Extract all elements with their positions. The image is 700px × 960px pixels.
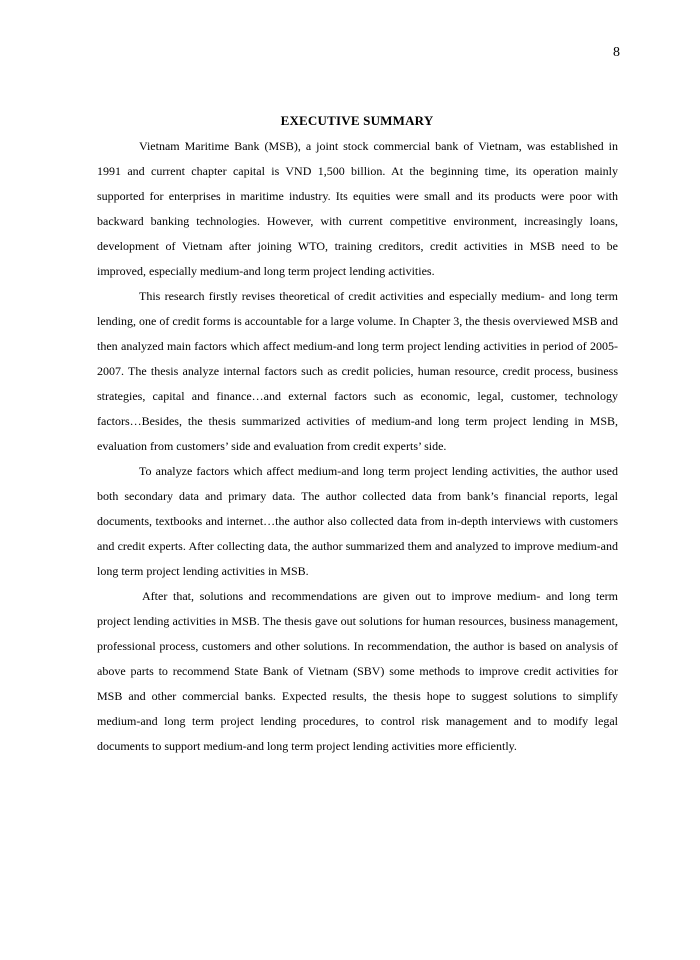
page-title: EXECUTIVE SUMMARY — [280, 113, 434, 128]
paragraph-2: This research firstly revises theoretical of credit activities and especially medium- and long term lending, one of credit forms is accountable for a large volume. In Chapter 3, the thesis overviewed MSB and then analyzed main factors which affect medium-and long term project lending activities in period of 2005-2007. The thesis analyze internal factors such as credit policies, human resource, credit process, business strategies, capital and finance…and external factors such as economic, legal, customer, technology factors…Besides, the thesis summarized activities of medium-and long term project lending in MSB, evaluation from customers’ side and evaluation from credit experts’ side. — [97, 289, 618, 453]
paragraph-4: After that, solutions and recommendations are given out to improve medium- and long term project lending activities in MSB. The thesis gave out solutions for human resources, business management, professional process, customers and other solutions. In recommendation, the author is based on analysis of above parts to recommend State Bank of Vietnam (SBV) some methods to improve credit activities for MSB and other commercial banks. Expected results, the thesis hope to suggest solutions to simplify medium-and long term project lending procedures, to control risk management and to modify legal documents to support medium-and long term project lending activities more efficiently. — [97, 589, 618, 753]
document-body — [97, 134, 618, 759]
paragraph-3: To analyze factors which affect medium-and long term project lending activities, the author used both secondary data and primary data. The author collected data from bank’s financial reports, legal documents, textbooks and internet…the author also collected data from in-depth interviews with customers and credit experts. After collecting data, the author summarized them and analyzed to improve medium-and long term project lending activities in MSB. — [97, 464, 618, 578]
page-number: 8 — [613, 45, 620, 60]
paragraph-1: Vietnam Maritime Bank (MSB), a joint stock commercial bank of Vietnam, was established in 1991 and current chapter capital is VND 1,500 billion. At the beginning time, its operation mainly supported for enterprises in maritime industry. Its equities were small and its products were poor with backward banking technologies. However, with current competitive environment, increasingly loans, development of Vietnam after joining WTO, training creditors, credit activities in MSB need to be improved, especially medium-and long term project lending activities. — [97, 139, 618, 278]
